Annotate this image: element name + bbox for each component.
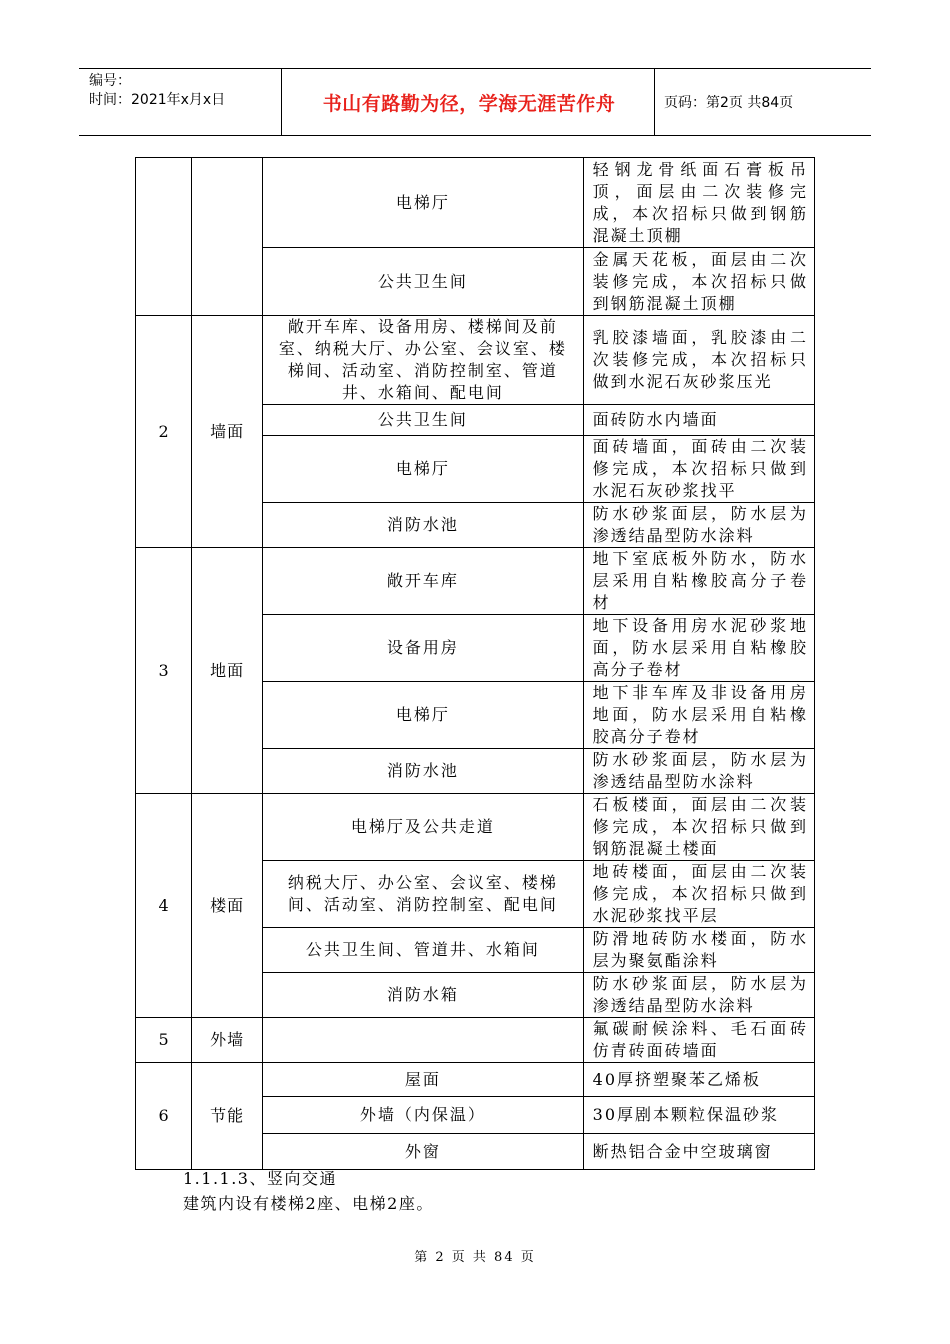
- desc-cell: 地下设备用房水泥砂浆地面，防水层采用自粘橡胶高分子卷材: [583, 615, 814, 682]
- area-cell: 公共卫生间、管道井、水箱间: [263, 928, 583, 973]
- row-number: 2: [136, 316, 192, 548]
- item-name: 墙面: [192, 316, 263, 548]
- desc-cell: 地下非车库及非设备用房地面，防水层采用自粘橡胶高分子卷材: [583, 682, 814, 749]
- table-row: [136, 794, 815, 861]
- desc-cell: 乳胶漆墙面，乳胶漆由二次装修完成，本次招标只做到水泥石灰砂浆压光: [583, 316, 814, 405]
- page-footer: 第 2 页 共 84 页: [414, 1250, 536, 1265]
- row-number: 6: [136, 1063, 192, 1170]
- desc-cell: 轻钢龙骨纸面石膏板吊顶，面层由二次装修完成，本次招标只做到钢筋混凝土顶棚: [583, 158, 814, 248]
- header-meta: [89, 72, 225, 110]
- desc-cell: 石板楼面，面层由二次装修完成，本次招标只做到钢筋混凝土楼面: [583, 794, 814, 861]
- desc-cell: 30厚剧本颗粒保温砂浆: [583, 1097, 814, 1134]
- desc-cell: 防水砂浆面层，防水层为渗透结晶型防水涂料: [583, 749, 814, 794]
- section-heading: 1.1.1.3、竖向交通: [183, 1169, 337, 1188]
- row-number: 4: [136, 794, 192, 1018]
- item-name: 节能: [192, 1063, 263, 1170]
- desc-cell: 40厚挤塑聚苯乙烯板: [583, 1063, 814, 1097]
- area-cell: 公共卫生间: [263, 248, 583, 316]
- area-cell: 电梯厅: [263, 436, 583, 503]
- area-cell: 屋面: [263, 1063, 583, 1097]
- row-number: [136, 158, 192, 316]
- desc-cell: 断热铝合金中空玻璃窗: [583, 1134, 814, 1170]
- desc-cell: 防水砂浆面层，防水层为渗透结晶型防水涂料: [583, 503, 814, 548]
- finishing-table: [135, 157, 815, 1170]
- area-cell: 电梯厅: [263, 682, 583, 749]
- item-name: 地面: [192, 548, 263, 794]
- area-cell: 消防水池: [263, 503, 583, 548]
- area-cell: 纳税大厅、办公室、会议室、楼梯间、活动室、消防控制室、配电间: [263, 861, 583, 928]
- page-header: [79, 68, 871, 136]
- header-motto: 书山有路勤为径，学海无涯苦作舟: [322, 92, 616, 115]
- area-cell: 消防水池: [263, 749, 583, 794]
- header-page-info: 页码：第2页 共84页: [664, 95, 794, 111]
- table-row: [136, 316, 815, 405]
- desc-cell: 地砖楼面，面层由二次装修完成，本次招标只做到水泥砂浆找平层: [583, 861, 814, 928]
- area-cell: 公共卫生间: [263, 405, 583, 436]
- document-number: 编号：: [89, 73, 131, 89]
- area-cell: 消防水箱: [263, 973, 583, 1018]
- desc-cell: 防滑地砖防水楼面，防水层为聚氨酯涂料: [583, 928, 814, 973]
- desc-cell: 金属天花板，面层由二次装修完成，本次招标只做到钢筋混凝土顶棚: [583, 248, 814, 316]
- area-cell: 敞开车库、设备用房、楼梯间及前室、纳税大厅、办公室、会议室、楼梯间、活动室、消防控制室、管道井、水箱间、配电间: [263, 316, 583, 405]
- header-divider: [654, 68, 655, 136]
- item-name: 楼面: [192, 794, 263, 1018]
- header-divider: [281, 68, 282, 136]
- desc-cell: 面砖墙面，面砖由二次装修完成，本次招标只做到水泥石灰砂浆找平: [583, 436, 814, 503]
- desc-cell: 氟碳耐候涂料、毛石面砖仿青砖面砖墙面: [583, 1018, 814, 1063]
- body-paragraph: 建筑内设有楼梯2座、电梯2座。: [183, 1194, 434, 1213]
- area-cell: 外窗: [263, 1134, 583, 1170]
- row-number: 5: [136, 1018, 192, 1063]
- desc-cell: 地下室底板外防水，防水层采用自粘橡胶高分子卷材: [583, 548, 814, 615]
- table-row: [136, 548, 815, 615]
- table-row: [136, 158, 815, 248]
- area-cell: 敞开车库: [263, 548, 583, 615]
- table-row: [136, 1018, 815, 1063]
- document-time: 时间：2021年x月x日: [89, 92, 226, 108]
- table-row: [136, 1063, 815, 1097]
- item-name: [192, 158, 263, 316]
- area-cell: 电梯厅及公共走道: [263, 794, 583, 861]
- row-number: 3: [136, 548, 192, 794]
- area-cell: 外墙（内保温）: [263, 1097, 583, 1134]
- area-cell: 电梯厅: [263, 158, 583, 248]
- area-cell: 设备用房: [263, 615, 583, 682]
- area-cell: [263, 1018, 583, 1063]
- item-name: 外墙: [192, 1018, 263, 1063]
- desc-cell: 面砖防水内墙面: [583, 405, 814, 436]
- desc-cell: 防水砂浆面层，防水层为渗透结晶型防水涂料: [583, 973, 814, 1018]
